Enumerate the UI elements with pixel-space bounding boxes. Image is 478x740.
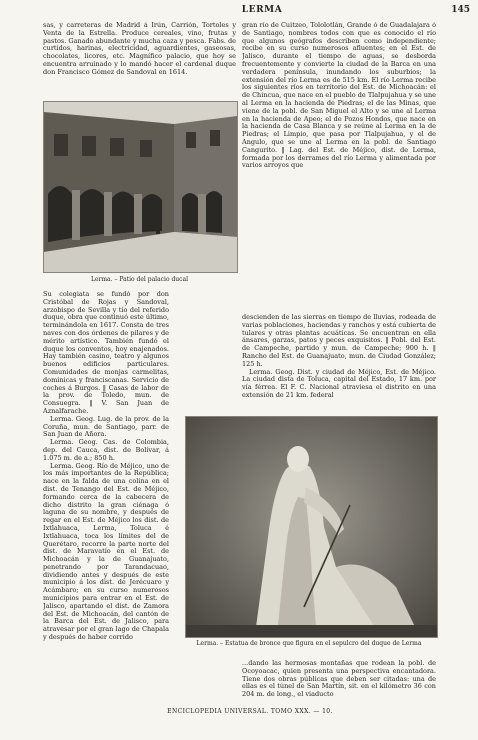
left-column-bottom — [43, 291, 169, 707]
article-paragraph: descienden de las sierras en tiempo de lluvias, rodeada de varias poblaciones, haciendas y ranchos y está cubierta de tulares y otras plantas acuáticas. Se encuentran en ella ánsares, garzas, patos y peces exquisitos. ‖ Pobl. del Est. de Campeche, partido y mun. de Campeche; 900 h. ‖ Rancho del Est. de Guanajuato, mun. de Ciudad González; 125 h. — [242, 314, 436, 368]
statue-photo — [185, 416, 438, 638]
page-footer: ENCICLOPEDIA UNIVERSAL. TOMO XXX. — 10. — [167, 708, 333, 715]
article-paragraph: ...dando las hermosas montañas que rodean la pobl. de Ocoyoacac, quien presenta una perspectiva encantadora. Tiene dos obras públicas que deben ser citadas: una de ellas es el túnel de San Martín, sit. en el kilómetro 36 con 204 m. de long., el viaducto — [242, 660, 436, 699]
article-paragraph: Su colegiata se fundó por don Cristóbal de Rojas y Sandoval, arzobispo de Sevilla y tío del referido duque, obra que continuó este último, terminándola en 1617. Consta de tres naves con dos órdenes de pilares y de mérito artístico. También fundó el duque los conventos, hoy enajenados. Hay también casino, teatro y algunos buenos edificios particulares. Comunidades de monjas carmelitas, dominicas y franciscanas. Servicio de coches á Burgos. ‖ Casas de labor de la prov. de Toledo, mun. de Consuegra. ‖ V. San Juan de Aznalfarache. — [43, 291, 169, 415]
courtyard-caption: Lerma. – Patio del palacio ducal — [90, 276, 189, 283]
entry-lerma-river: Lerma. Geog. Río de Méjico, uno de los más importantes de la República; nace en la falda de una colina en el dist. de Tenango del Est. de Méjico, formando cerca de la cabecera de dicho distrito la gran ciénaga ó laguna de su nombre, y después de regar en el Est. de Méjico los dist. de Ixtlahuaca, Lerma, Toluca é Ixtlahuaca, toca los límites del de Querétaro, recorre la parte norte del dist. de Maravatío en el Est. de Michoacán y la de Guanajuato, penetrando por Tarandacuao, dividiendo antes y después de este municipio á los dist. de Jerécuaro y Acámbaro; en su curso numerosos municipios para entrar en el Est. de Jalisco, apartando el dist. de Zamora del Est. de Michoacán, del cantón de la Barca del Est. de Jalisco, para atravesar por el gran lago de Chapala y después de haber corrido — [43, 461, 169, 642]
entry-lerma-coruna: Lerma. Geog. Lug. de la prov. de la Coruña, mun. de Santiago, parr. de San Juan de Añora. — [43, 414, 169, 439]
courtyard-photo — [43, 101, 238, 273]
statue-illustration — [186, 417, 437, 637]
right-column-middle — [242, 314, 436, 418]
article-paragraph: sas, y carreteras de Madrid á Irún, Carrión, Tortoles y Venta de la Estrella. Produce cereales, vino, frutas y pastos. Ganado abundante y mucha caza y pesca. Fabs. de curtidos, harinas, electricidad, aguardientes, gaseosas, chocolates, licores, etc. Magnífico palacio, que hoy se encuentra arruinado y lo mandó hacer el cardenal duque don Francisco Gómez de Sandoval en 1614. — [43, 22, 236, 76]
entry-lerma-colombia: Lerma. Geog. Cas. de Colombia, dep. del Cauca, dist. de Bolívar, á 1.075 m. de a.; 850 h. — [43, 438, 169, 462]
right-column-top — [242, 22, 436, 310]
page-number: 145 — [451, 5, 470, 15]
right-column-bottom — [242, 660, 436, 710]
article-paragraph: gran río de Cuitzeo, Tololotlán, Grande ó de Guadalajara ó de Santiago, nombres todos con que es conocido el río que algunos geógrafos describen como independiente; recibe en su curso numerosos afluentes; en el Est. de Jalisco, durante el tiempo de aguas, se desborda frecuentemente y convierte la ciudad de la Barca en una verdadera península, inundando los suburbios; la extensión del río Lerma es de 515 km. El río Lerma recibe los siguientes ríos en territorio del Est. de Michoacán: el de Chincua, que nace en el pueblo de Tlalpujahua y se une al Lerma en la hacienda de Piedras; el de las Minas, que viene de la pobl. de San Miguel el Alto y se une al Lerma en la hacienda de Apeo; el de Pozos Hondos, que nace en la hacienda de Casa Blanca y se reúne al Lerma en la de Piedras; el Limpio, que pasa por Tlalpujahua, y el de Angulo, que se une al Lerma en la pobl. de Santiago Cangurito. ‖ Lag. del Est. de Méjico, dist. de Lerma, formada por los derrames del río Lerma y alimentada por varios arroyos que — [242, 22, 436, 170]
left-column-top — [43, 22, 236, 96]
courtyard-illustration — [44, 102, 237, 272]
running-head: LERMA — [241, 5, 283, 15]
entry-lerma-district: Lerma. Geog. Dist. y ciudad de Méjico, Est. de Méjico. La ciudad dista de Toluca, capital del Estado, 17 km. por vía férrea. El F. C. Nacional atraviesa el distrito en una extensión de 21 km. federal — [242, 367, 436, 399]
statue-caption: Lerma. – Estatua de bronce que figura en el sepulcro del duque de Lerma — [196, 640, 422, 647]
